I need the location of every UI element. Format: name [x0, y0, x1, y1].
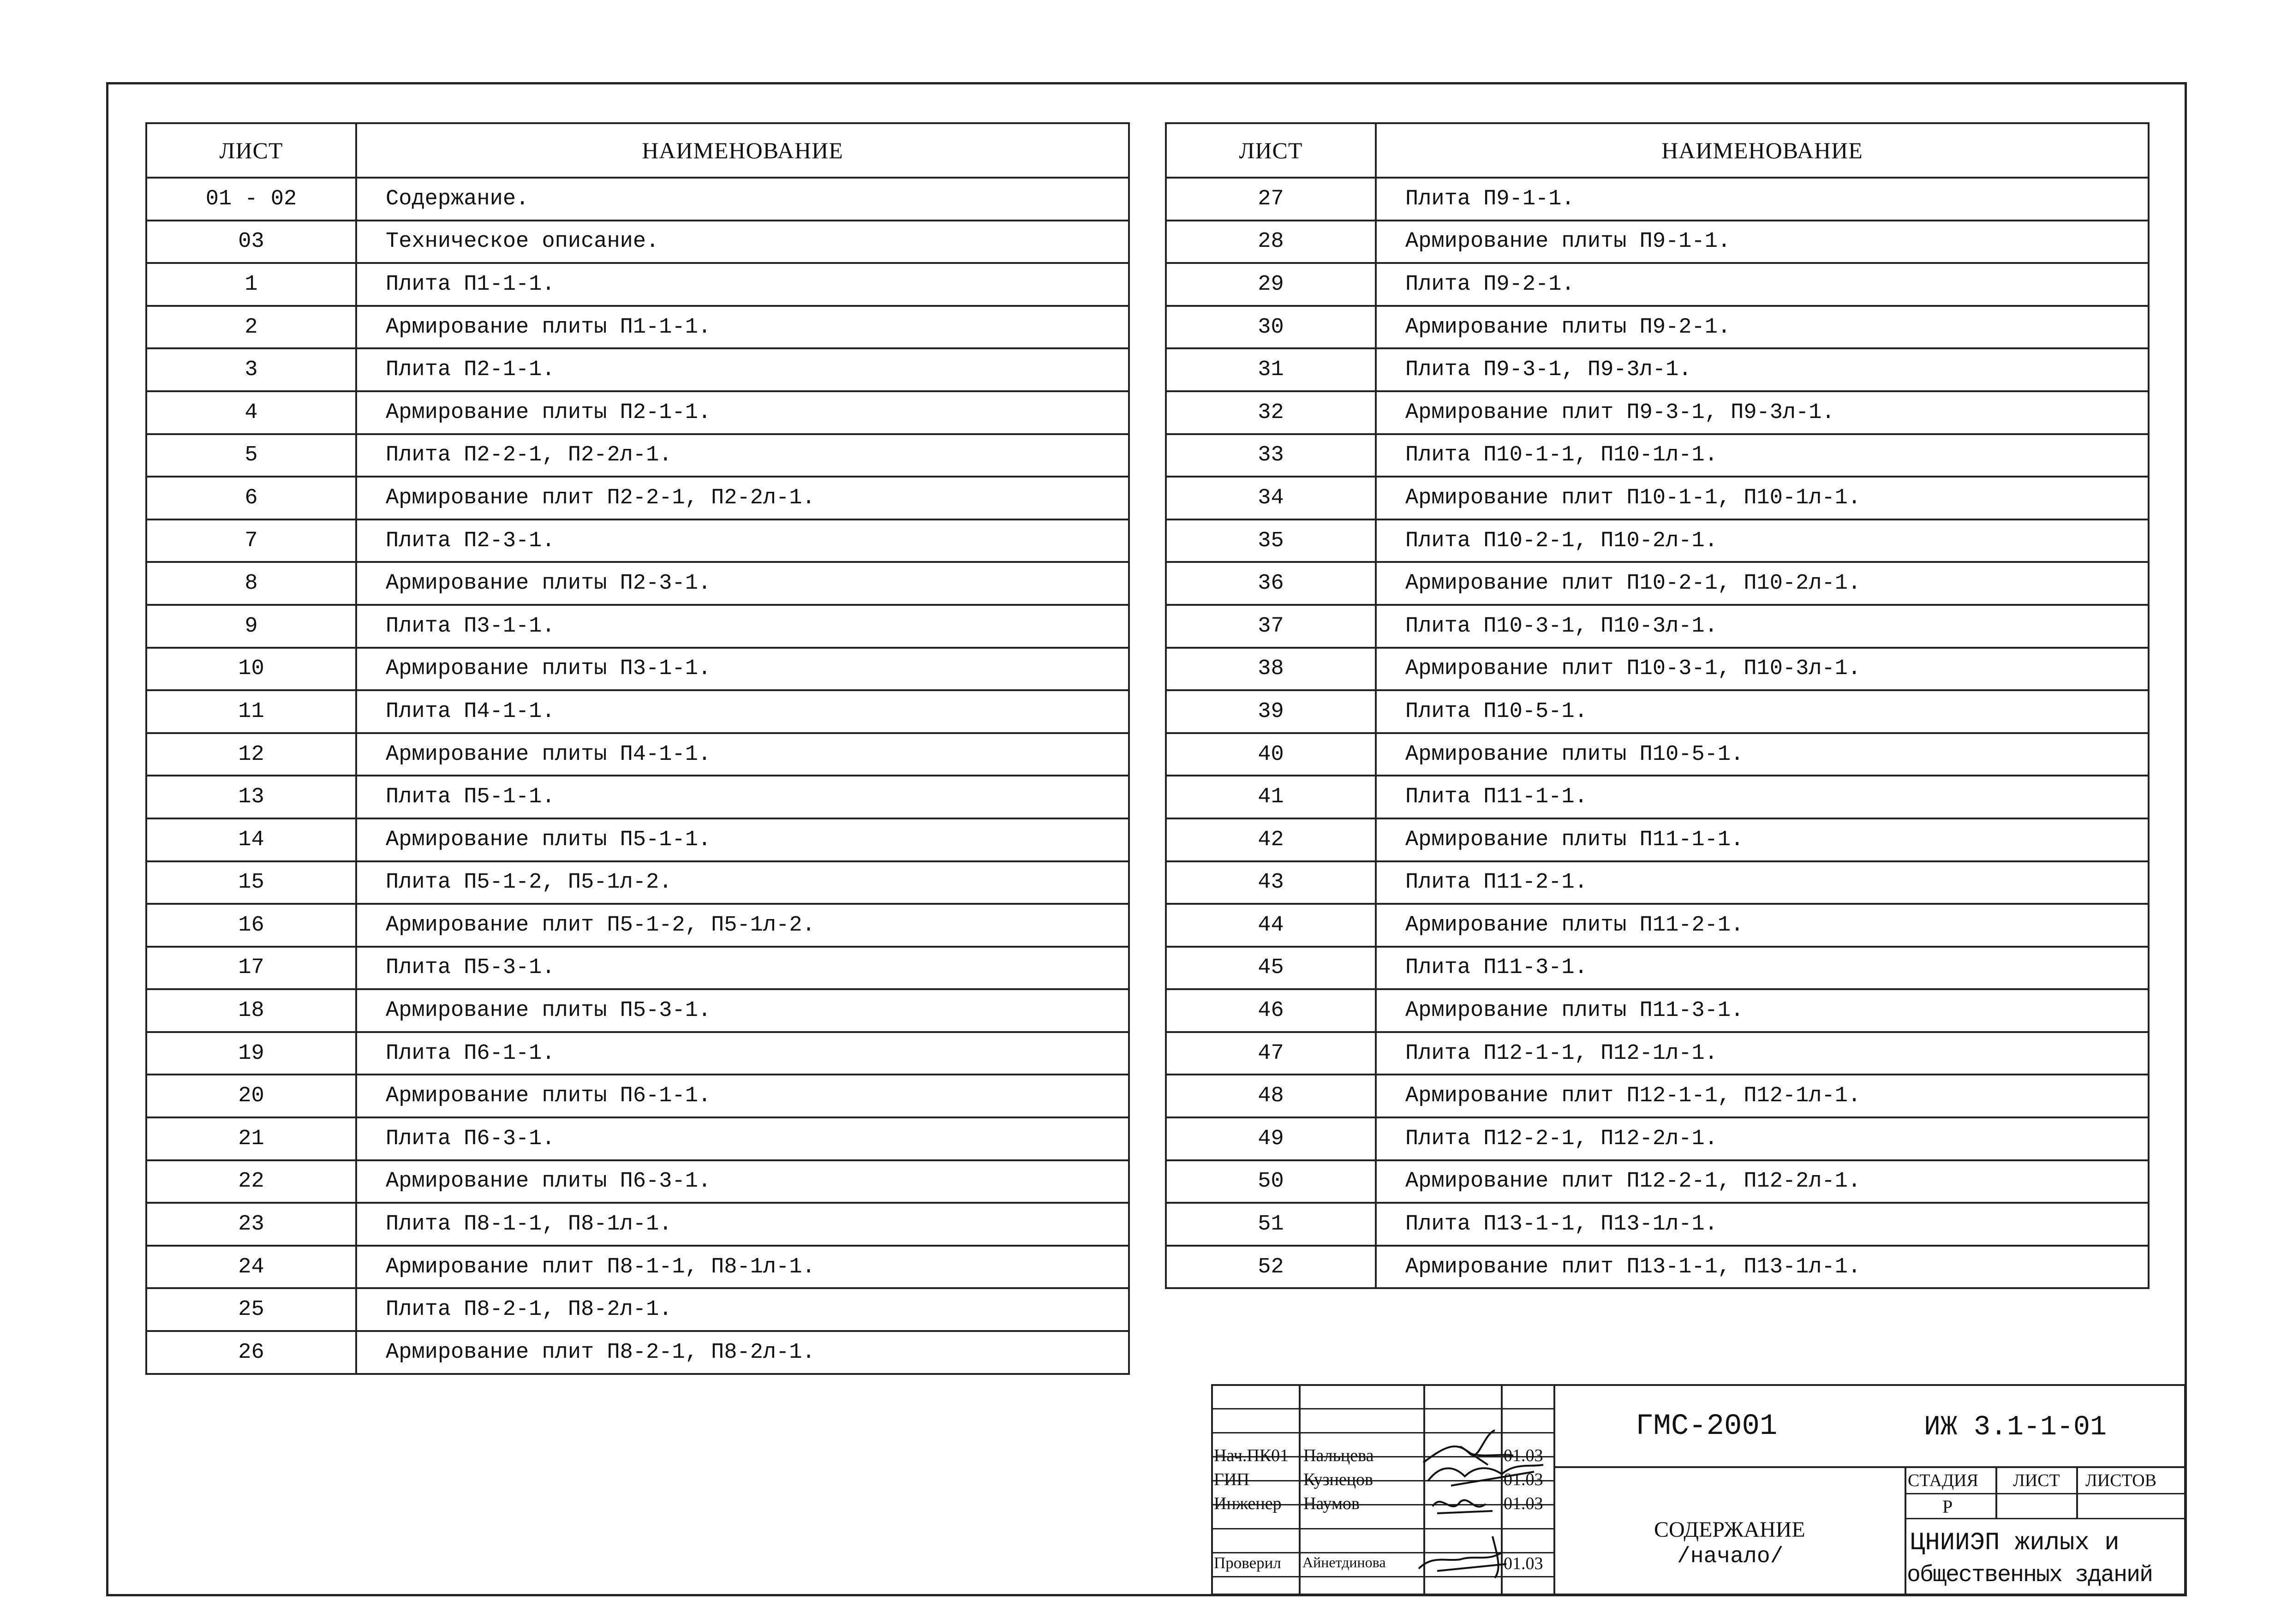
- sheet-name: Содержание.: [356, 178, 1129, 221]
- sheet-name: Плита П10-3-1, П10-3л-1.: [1376, 605, 2149, 648]
- sheet-number: 26: [146, 1331, 356, 1374]
- sheet-number: 49: [1166, 1117, 1376, 1160]
- table-row: [1166, 690, 2149, 733]
- sheet-number: 3: [146, 348, 356, 391]
- sheet-name: Армирование плит П12-2-1, П12-2л-1.: [1376, 1160, 2149, 1203]
- sheet-name: Плита П12-1-1, П12-1л-1.: [1376, 1032, 2149, 1075]
- table-row: [1166, 1203, 2149, 1246]
- name-engineer: Наумов: [1303, 1494, 1360, 1513]
- sheet-name: Плита П5-1-2, П5-1л-2.: [356, 861, 1129, 904]
- table-row: [146, 776, 1129, 818]
- organization-line1: ЦНИИЭП жилых и: [1910, 1529, 2120, 1557]
- sheet-name: Плита П8-1-1, П8-1л-1.: [356, 1203, 1129, 1246]
- name-head: Пальцева: [1303, 1446, 1374, 1465]
- sheet-number: 20: [146, 1075, 356, 1117]
- sheet-number: 37: [1166, 605, 1376, 648]
- sheet-number: 12: [146, 733, 356, 776]
- table-row: [146, 434, 1129, 477]
- sheet-number: 24: [146, 1246, 356, 1289]
- sheet-number: 14: [146, 818, 356, 861]
- sheet-name: Техническое описание.: [356, 221, 1129, 263]
- table-row: [146, 1288, 1129, 1331]
- sheet-number: 32: [1166, 391, 1376, 434]
- sheet-name: Армирование плит П2-2-1, П2-2л-1.: [356, 477, 1129, 519]
- table-row: [146, 263, 1129, 306]
- table-row: [1166, 348, 2149, 391]
- sheet-number: 1: [146, 263, 356, 306]
- sheet-name: Плита П8-2-1, П8-2л-1.: [356, 1288, 1129, 1331]
- sheet-number: 7: [146, 519, 356, 562]
- sheet-number: 17: [146, 947, 356, 990]
- table-header-row: [146, 123, 1129, 178]
- stage-value: Р: [1942, 1496, 1953, 1517]
- sheet-number: 11: [146, 690, 356, 733]
- table-row: [1166, 306, 2149, 349]
- sheet-number: 16: [146, 904, 356, 947]
- sheet-number: 15: [146, 861, 356, 904]
- sheet-number: 50: [1166, 1160, 1376, 1203]
- sheet-name: Армирование плит П8-1-1, П8-1л-1.: [356, 1246, 1129, 1289]
- sheet-name: Плита П4-1-1.: [356, 690, 1129, 733]
- sheet-number: 39: [1166, 690, 1376, 733]
- sheet-name: Армирование плит П9-3-1, П9-3л-1.: [1376, 391, 2149, 434]
- name-gip: Кузнецов: [1303, 1470, 1373, 1489]
- sheets-label: ЛИСТОВ: [2085, 1471, 2157, 1490]
- date-head: 01.03: [1504, 1446, 1543, 1465]
- sheet-number: 45: [1166, 947, 1376, 990]
- sheet-name: Армирование плит П13-1-1, П13-1л-1.: [1376, 1246, 2149, 1289]
- table-row: [1166, 477, 2149, 519]
- sheet-number: 27: [1166, 178, 1376, 221]
- sheet-name: Армирование плиты П9-1-1.: [1376, 221, 2149, 263]
- sheet-number: 10: [146, 648, 356, 691]
- sheet-number: 4: [146, 391, 356, 434]
- title-block: [1211, 1384, 2186, 1595]
- table-row: [1166, 733, 2149, 776]
- stage-label: СТАДИЯ: [1908, 1471, 1978, 1490]
- sheet-subtitle: /начало/: [1677, 1544, 1784, 1569]
- sheet-number: 23: [146, 1203, 356, 1246]
- role-engineer: Инженер: [1214, 1494, 1282, 1513]
- table-row: [146, 989, 1129, 1032]
- sheet-name: Армирование плиты П6-1-1.: [356, 1075, 1129, 1117]
- sheet-number: 36: [1166, 562, 1376, 605]
- document-code: ИЖ 3.1-1-01: [1924, 1412, 2107, 1443]
- sheet-name: Армирование плиты П3-1-1.: [356, 648, 1129, 691]
- sheet-number: 21: [146, 1117, 356, 1160]
- sheet-number: 52: [1166, 1246, 1376, 1289]
- table-row: [146, 1117, 1129, 1160]
- table-header-row: [1166, 123, 2149, 178]
- table-row: [1166, 1075, 2149, 1117]
- table-row: [146, 605, 1129, 648]
- sheet-name: Армирование плиты П11-2-1.: [1376, 904, 2149, 947]
- table-row: [146, 1331, 1129, 1374]
- sheet-name: Армирование плиты П11-1-1.: [1376, 818, 2149, 861]
- sheet-name: Плита П11-3-1.: [1376, 947, 2149, 990]
- sheet-number: 51: [1166, 1203, 1376, 1246]
- sheet-name: Армирование плиты П9-2-1.: [1376, 306, 2149, 349]
- sheet-number: 35: [1166, 519, 1376, 562]
- header-name: НАИМЕНОВАНИЕ: [1376, 123, 2149, 178]
- sheet-number: 47: [1166, 1032, 1376, 1075]
- table-row: [146, 391, 1129, 434]
- sheet-number: 34: [1166, 477, 1376, 519]
- sheet-number: 28: [1166, 221, 1376, 263]
- sheet-name: Плита П6-3-1.: [356, 1117, 1129, 1160]
- contents-table-right: [1165, 122, 2150, 1289]
- sheet-name: Армирование плиты П10-5-1.: [1376, 733, 2149, 776]
- sheet-name: Армирование плиты П11-3-1.: [1376, 989, 2149, 1032]
- table-row: [146, 861, 1129, 904]
- project-name: ГМС-2001: [1636, 1410, 1778, 1443]
- sheet-name: Плита П10-1-1, П10-1л-1.: [1376, 434, 2149, 477]
- table-row: [1166, 861, 2149, 904]
- sheet-number: 42: [1166, 818, 1376, 861]
- table-row: [1166, 818, 2149, 861]
- contents-table-left: [145, 122, 1130, 1375]
- table-row: [1166, 221, 2149, 263]
- sheet-number: 40: [1166, 733, 1376, 776]
- signature-gip: [1423, 1453, 1553, 1490]
- sheet-name: Плита П1-1-1.: [356, 263, 1129, 306]
- sheet-name: Плита П5-1-1.: [356, 776, 1129, 818]
- sheet-number: 18: [146, 989, 356, 1032]
- sheet-name: Плита П12-2-1, П12-2л-1.: [1376, 1117, 2149, 1160]
- sheet-title: СОДЕРЖАНИЕ: [1654, 1517, 1805, 1542]
- sheet-number: 5: [146, 434, 356, 477]
- table-row: [1166, 1160, 2149, 1203]
- sheet-name: Плита П9-1-1.: [1376, 178, 2149, 221]
- sheet-number: 03: [146, 221, 356, 263]
- sheet-number: 9: [146, 605, 356, 648]
- sheet-name: Армирование плит П5-1-2, П5-1л-2.: [356, 904, 1129, 947]
- date-checked: 01.03: [1504, 1554, 1543, 1573]
- sheet-number: 31: [1166, 348, 1376, 391]
- table-row: [146, 477, 1129, 519]
- sheet-name: Армирование плит П8-2-1, П8-2л-1.: [356, 1331, 1129, 1374]
- sheet-number: 48: [1166, 1075, 1376, 1117]
- table-row: [146, 562, 1129, 605]
- sheet-number: 41: [1166, 776, 1376, 818]
- role-checked: Проверил: [1214, 1554, 1281, 1572]
- sheet-name: Плита П9-2-1.: [1376, 263, 2149, 306]
- role-gip: ГИП: [1214, 1470, 1249, 1489]
- sheet-label: ЛИСТ: [2013, 1471, 2060, 1490]
- signature-engineer: [1428, 1488, 1502, 1520]
- table-row: [1166, 178, 2149, 221]
- sheet-name: Армирование плиты П4-1-1.: [356, 733, 1129, 776]
- table-row: [146, 733, 1129, 776]
- sheet-name: Плита П2-2-1, П2-2л-1.: [356, 434, 1129, 477]
- sheet-name: Плита П6-1-1.: [356, 1032, 1129, 1075]
- table-row: [146, 1203, 1129, 1246]
- table-row: [146, 348, 1129, 391]
- table-row: [1166, 776, 2149, 818]
- role-head: Нач.ПК01: [1214, 1446, 1289, 1465]
- sheet-number: 2: [146, 306, 356, 349]
- table-row: [1166, 605, 2149, 648]
- table-row: [1166, 1032, 2149, 1075]
- sheet-number: 46: [1166, 989, 1376, 1032]
- table-row: [1166, 989, 2149, 1032]
- sheet-number: 29: [1166, 263, 1376, 306]
- sheet-number: 13: [146, 776, 356, 818]
- table-row: [146, 818, 1129, 861]
- sheet-number: 22: [146, 1160, 356, 1203]
- sheet-number: 6: [146, 477, 356, 519]
- sheet-name: Армирование плиты П6-3-1.: [356, 1160, 1129, 1203]
- table-row: [1166, 904, 2149, 947]
- sheet-name: Армирование плиты П2-1-1.: [356, 391, 1129, 434]
- sheet-number: 19: [146, 1032, 356, 1075]
- sheet-name: Плита П10-5-1.: [1376, 690, 2149, 733]
- sheet-name: Плита П13-1-1, П13-1л-1.: [1376, 1203, 2149, 1246]
- table-row: [146, 947, 1129, 990]
- table-row: [1166, 1117, 2149, 1160]
- sheet-number: 38: [1166, 648, 1376, 691]
- table-row: [146, 1160, 1129, 1203]
- table-row: [146, 519, 1129, 562]
- sheet-number: 01 - 02: [146, 178, 356, 221]
- signature-checked: [1409, 1527, 1520, 1582]
- table-row: [1166, 562, 2149, 605]
- table-row: [146, 1075, 1129, 1117]
- table-row: [146, 648, 1129, 691]
- sheet-name: Плита П9-3-1, П9-3л-1.: [1376, 348, 2149, 391]
- sheet-name: Армирование плиты П5-1-1.: [356, 818, 1129, 861]
- sheet-name: Плита П11-1-1.: [1376, 776, 2149, 818]
- table-row: [146, 306, 1129, 349]
- sheet-name: Армирование плит П10-1-1, П10-1л-1.: [1376, 477, 2149, 519]
- sheet-name: Армирование плит П12-1-1, П12-1л-1.: [1376, 1075, 2149, 1117]
- sheet-name: Армирование плит П10-3-1, П10-3л-1.: [1376, 648, 2149, 691]
- name-checked: Айнетдинова: [1302, 1554, 1386, 1570]
- table-row: [146, 904, 1129, 947]
- date-engineer: 01.03: [1504, 1494, 1543, 1513]
- sheet-name: Плита П2-1-1.: [356, 348, 1129, 391]
- table-row: [1166, 434, 2149, 477]
- sheet-name: Плита П5-3-1.: [356, 947, 1129, 990]
- table-row: [146, 1032, 1129, 1075]
- sheet-name: Плита П10-2-1, П10-2л-1.: [1376, 519, 2149, 562]
- table-row: [1166, 263, 2149, 306]
- sheet-name: Армирование плит П10-2-1, П10-2л-1.: [1376, 562, 2149, 605]
- sheet-number: 25: [146, 1288, 356, 1331]
- table-row: [146, 178, 1129, 221]
- table-row: [1166, 648, 2149, 691]
- date-gip: 01.03: [1504, 1470, 1543, 1489]
- table-row: [1166, 391, 2149, 434]
- sheet-number: 30: [1166, 306, 1376, 349]
- table-row: [146, 690, 1129, 733]
- table-row: [1166, 947, 2149, 990]
- sheet-number: 44: [1166, 904, 1376, 947]
- sheet-name: Армирование плиты П1-1-1.: [356, 306, 1129, 349]
- table-row: [1166, 1246, 2149, 1289]
- header-sheet: ЛИСТ: [1166, 123, 1376, 178]
- sheet-name: Плита П3-1-1.: [356, 605, 1129, 648]
- table-row: [1166, 519, 2149, 562]
- sheet-number: 33: [1166, 434, 1376, 477]
- organization-line2: общественных зданий: [1907, 1562, 2153, 1588]
- table-row: [146, 1246, 1129, 1289]
- sheet-name: Плита П2-3-1.: [356, 519, 1129, 562]
- sheet-number: 8: [146, 562, 356, 605]
- header-name: НАИМЕНОВАНИЕ: [356, 123, 1129, 178]
- table-row: [146, 221, 1129, 263]
- sheet-name: Армирование плиты П2-3-1.: [356, 562, 1129, 605]
- sheet-number: 43: [1166, 861, 1376, 904]
- sheet-name: Плита П11-2-1.: [1376, 861, 2149, 904]
- sheet-name: Армирование плиты П5-3-1.: [356, 989, 1129, 1032]
- header-sheet: ЛИСТ: [146, 123, 356, 178]
